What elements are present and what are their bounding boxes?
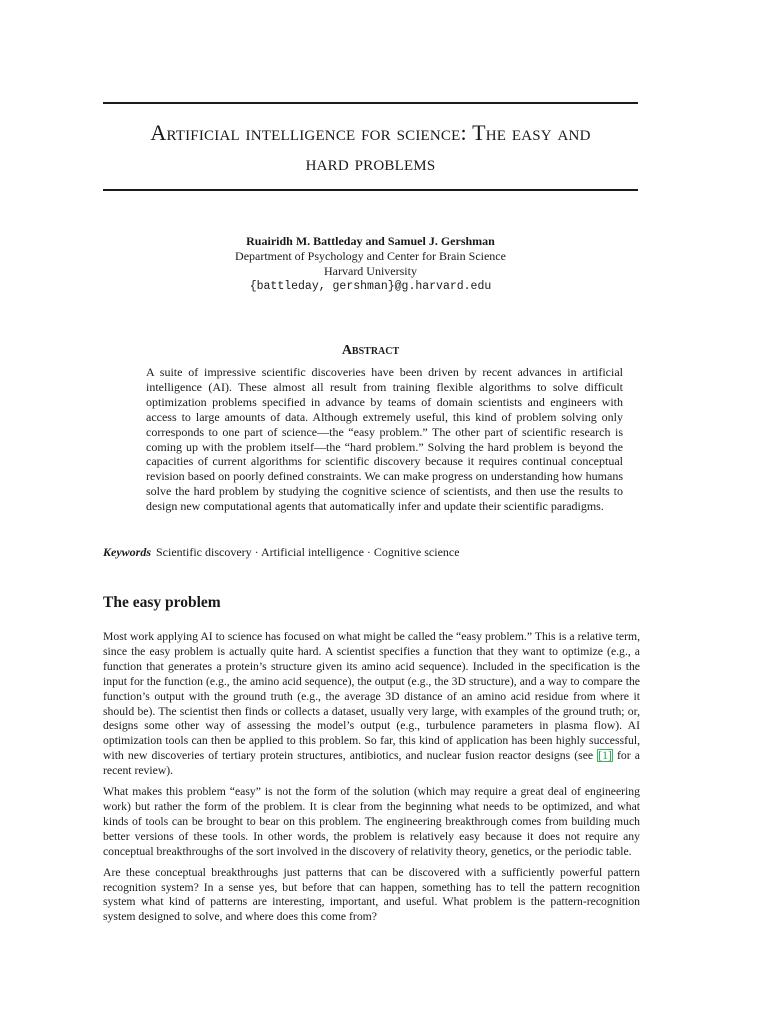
paragraph-2: What makes this problem “easy” is not the form of the solution (which may require a great deal of engineering work) but rather the form of the problem. It is clear from the beginning what needs to be optimized, and what kinds of tools can be brought to bear on this problem. The engineering breakthrough comes from building much better versions of these tools. In other words, the problem is relatively easy because it does not require any conceptual breakthroughs of the sort involved in the discovery of relativity theory, genetics, or the periodic table.: [103, 785, 640, 858]
paragraph-1-text-b: for a recent review).: [103, 749, 640, 778]
citation-link[interactable]: [1]: [598, 749, 612, 763]
title-line-1: Artificial intelligence for science: The easy and: [150, 120, 591, 145]
author-university: Harvard University: [324, 264, 417, 278]
keywords-line: [103, 545, 638, 560]
paragraph-1: [103, 630, 640, 779]
keywords-text: Scientific discovery · Artificial intelligence · Cognitive science: [156, 545, 460, 559]
abstract-text: A suite of impressive scientific discoveries have been driven by recent advances in artificial intelligence (AI). These almost all result from training flexible algorithms to solve difficult optimization problems specified in advance by teams of domain scientists and engineers with access to large amounts of data. Although extremely useful, this kind of problem solving only corresponds to one part of science—the “easy problem.” The other part of scientific research is coming up with the problem itself—the “hard problem.” Solving the hard problem is beyond the capacities of current algorithms for scientific discovery because it requires continual conceptual revision based on poorly defined constraints. We can make progress on understanding how humans solve the hard problem by studying the cognitive science of scientists, and then use the results to design new computational agents that automatically infer and update their scientific paradigms.: [146, 365, 623, 514]
paragraph-3: Are these conceptual breakthroughs just patterns that can be discovered with a sufficiently powerful pattern recognition system? In a sense yes, but before that can happen, something has to tell the pattern recognition system what kind of patterns are interesting, important, and useful. What problem is the pattern-recognition system designed to solve, and where does this come from?: [103, 865, 640, 924]
author-department: Department of Psychology and Center for Brain Science: [235, 249, 506, 263]
section-body: [103, 630, 640, 931]
paragraph-1-text-a: Most work applying AI to science has focused on what might be called the “easy problem.” This is a relative term, since the easy problem is actually quite hard. A scientist specifies a function that they want to optimize (e.g., a function that generates a protein’s structure given its amino acid sequence). Included in the specification is the input for the function (e.g., the amino acid sequence), the output (e.g., the 3D structure), and a way to compare the function’s output with the ground truth (e.g., the average 3D distance of an amino acid residue from where it should be). The scientist then finds or collects a dataset, usually very large, with examples of the ground truth; or, designs some other way of assessing the model’s output (e.g., turbulence parameters in plasma flow). AI optimization tools can then be applied to this problem. So far, this kind of application has been highly successful, with new discoveries of tertiary protein structures, antibiotics, and nuclear fusion reactor designs (see: [103, 630, 640, 763]
paper-title: [103, 118, 638, 178]
author-email: {battleday, gershman}@g.harvard.edu: [249, 280, 492, 293]
author-names: Ruairidh M. Battleday and Samuel J. Gershman: [246, 234, 495, 248]
title-line-2: hard problems: [305, 150, 436, 175]
keywords-label: Keywords: [103, 545, 151, 559]
section-heading: The easy problem: [103, 594, 221, 611]
author-block: [103, 234, 638, 294]
title-rule-bottom: [103, 189, 638, 191]
title-rule-top: [103, 102, 638, 104]
abstract-heading: Abstract: [341, 343, 400, 358]
